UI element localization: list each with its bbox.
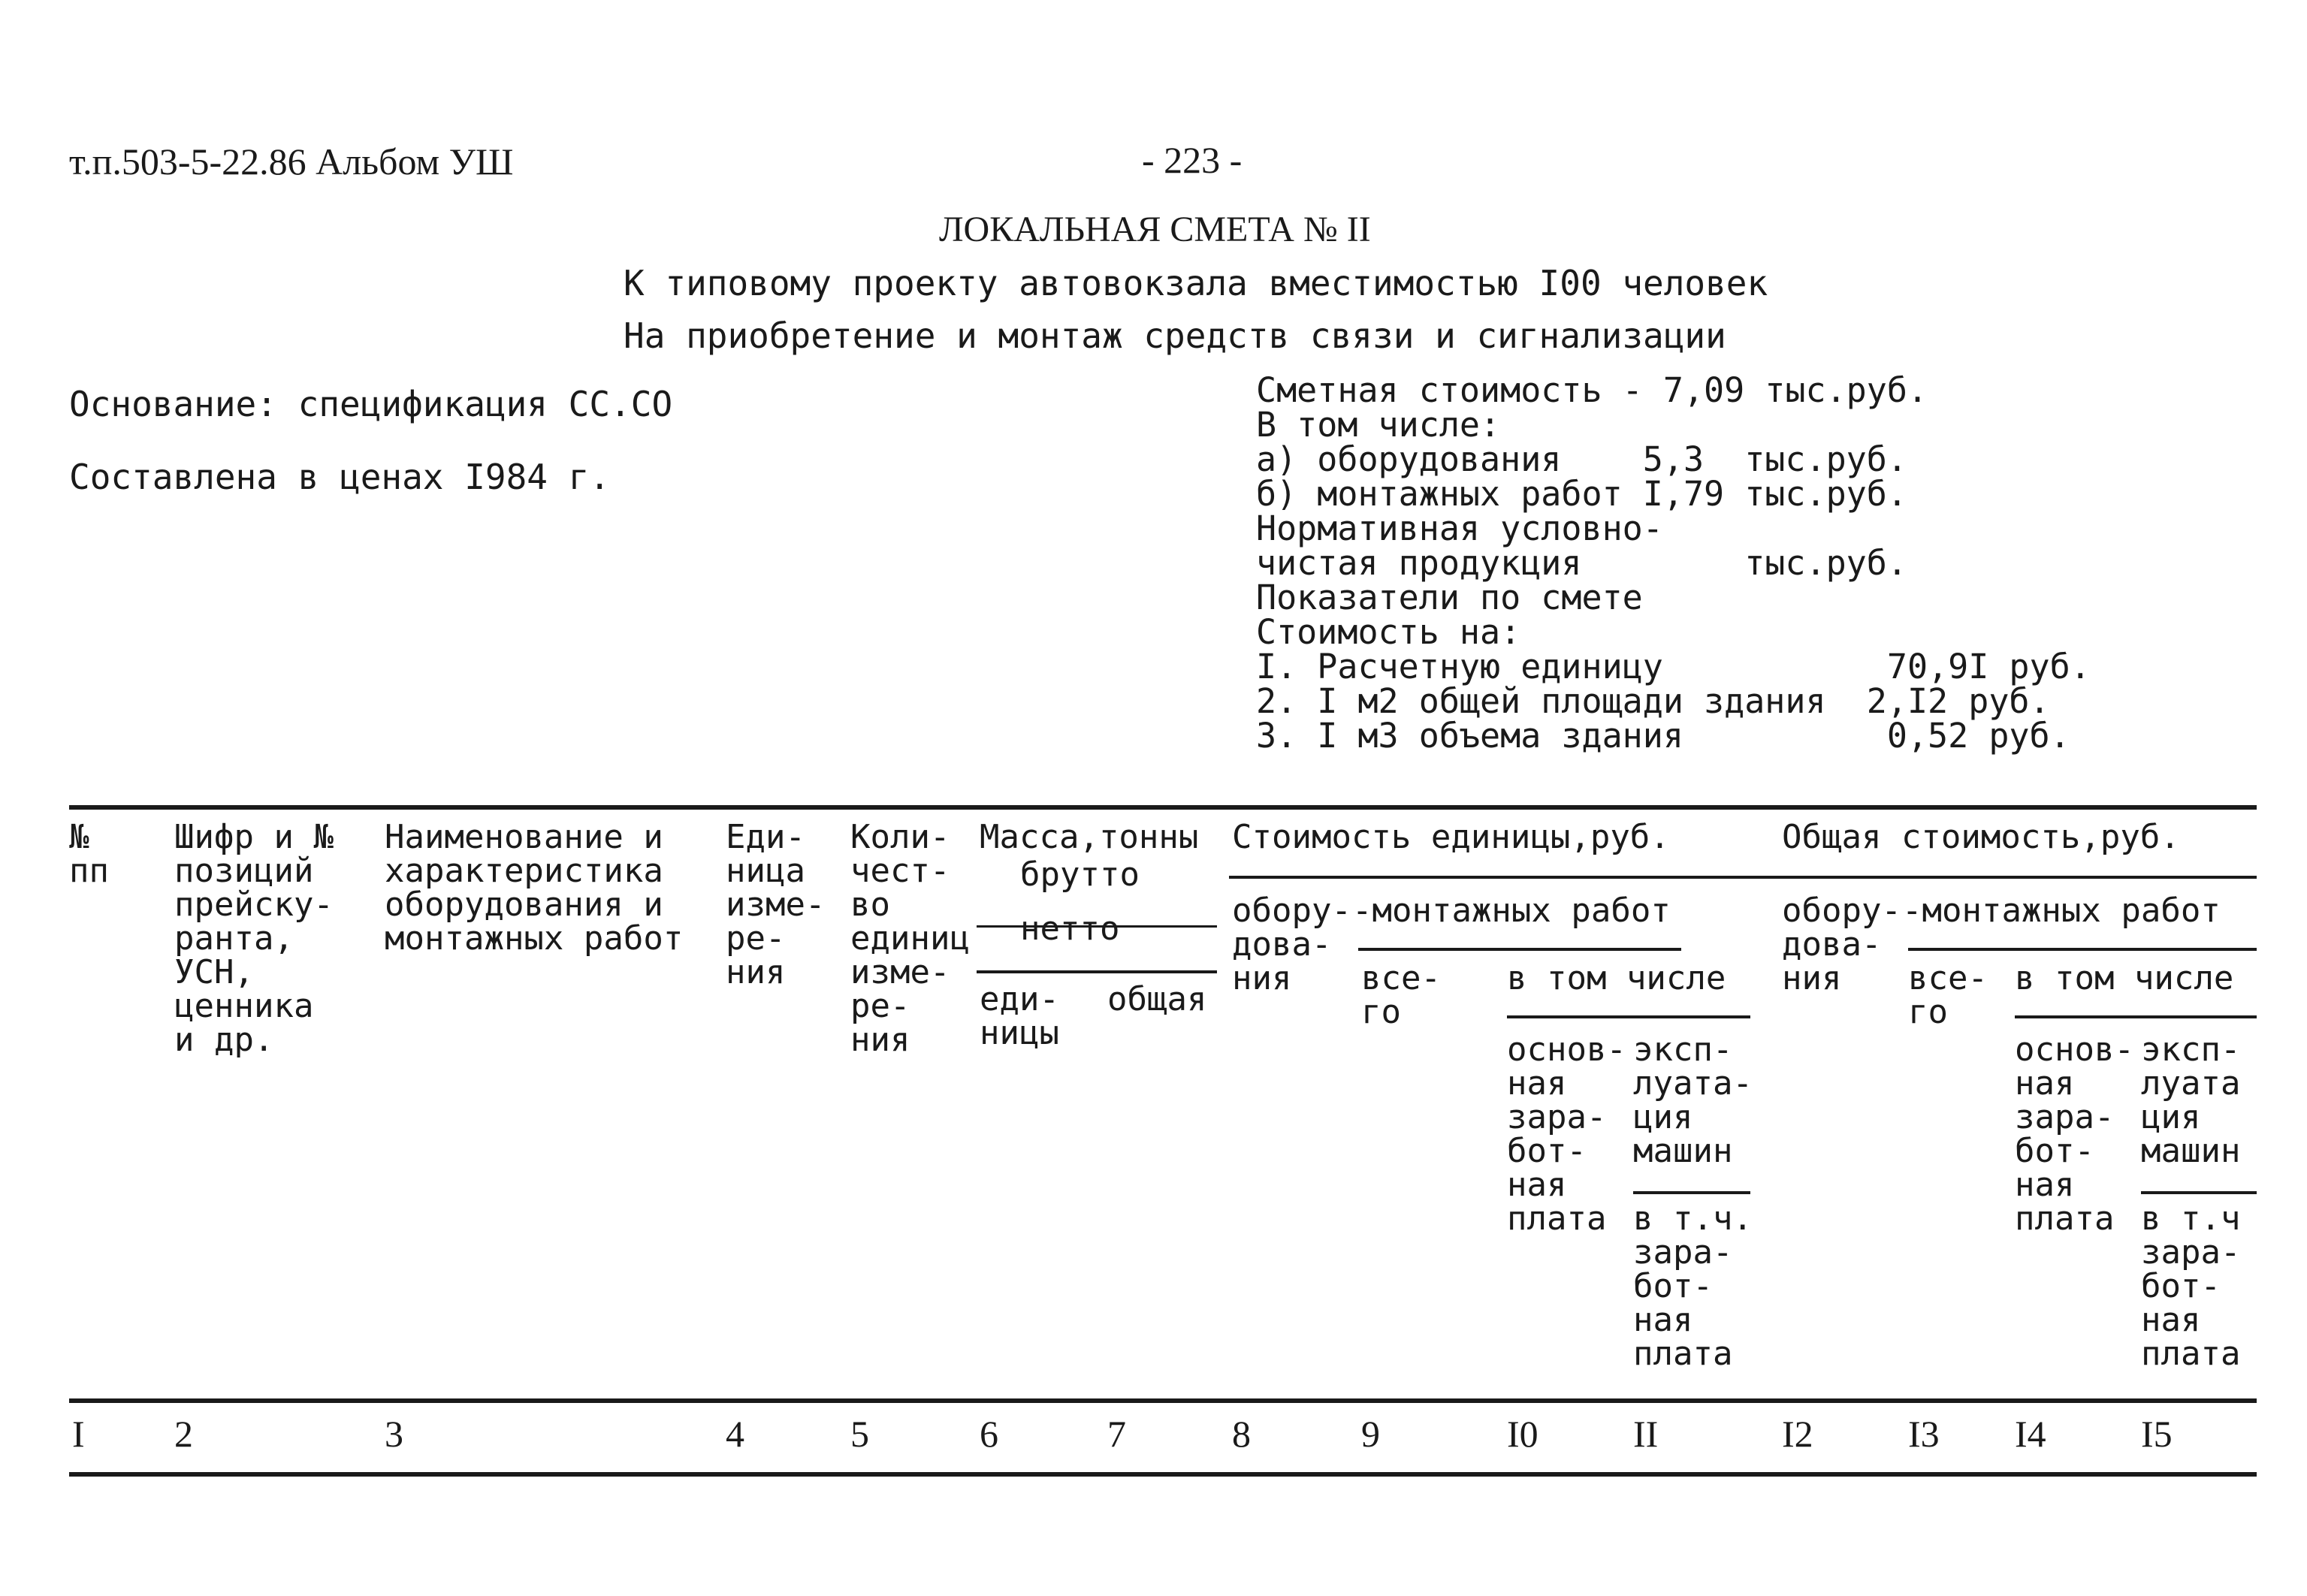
col-header-unit: Еди- ница изме- ре- ния (726, 818, 826, 991)
unit-cost-rule (1229, 876, 2257, 879)
summary-line: Сметная стоимость - 7,09 тыс.руб. (1256, 370, 1928, 410)
column-number: I2 (1782, 1413, 1813, 1455)
summary-line: В том числе: (1256, 405, 1501, 445)
col-header-mass-total: общая (1107, 980, 1207, 1018)
col-header-machines-pay: в т.ч. зара- бот- ная плата (1633, 1199, 1753, 1373)
col-header-machines: эксп- луата- ция машин (1633, 1030, 1753, 1170)
col-header-total: все- го (1361, 959, 1441, 1031)
incl-rule-2 (2015, 1015, 2257, 1018)
summary-line: чистая продукция тыс.руб. (1256, 543, 1907, 583)
col-header-unit-cost: Стоимость единицы,руб. (1232, 818, 1670, 856)
column-number: I4 (2015, 1413, 2046, 1455)
page-title: ЛОКАЛЬНАЯ СМЕТА № II (939, 210, 1371, 249)
column-number: 9 (1361, 1413, 1380, 1455)
column-number: 5 (850, 1413, 869, 1455)
summary-line: б) монтажных работ I,79 тыс.руб. (1256, 474, 1907, 514)
machines-rule-1 (1633, 1191, 1750, 1194)
incl-rule-1 (1507, 1015, 1750, 1018)
col-header-brutto: брутто (1020, 855, 1140, 894)
col-header-mass: Масса,тонны (980, 818, 1199, 856)
album-reference: т.п.503-5-22.86 Альбом УШ (69, 140, 514, 183)
col-header-base-pay: основ- ная зара- бот- ная плата (1507, 1030, 1626, 1238)
column-number: 8 (1232, 1413, 1251, 1455)
col-header-machines-pay-2: в т.ч зара- бот- ная плата (2141, 1199, 2241, 1373)
column-number: I (72, 1413, 85, 1455)
column-number: 2 (174, 1413, 193, 1455)
mass-rule (977, 970, 1217, 973)
header-bottom-rule (69, 1398, 2257, 1403)
col-header-mass-unit: еди- ницы (980, 980, 1059, 1052)
col-header-machines-2: эксп- луата ция машин (2141, 1030, 2241, 1170)
column-number: I3 (1908, 1413, 1940, 1455)
col-header-quantity: Коли- чест- во единиц изме- ре- ния (850, 818, 970, 1059)
column-number: 3 (385, 1413, 403, 1455)
basis-foundation: Основание: спецификация СС.СО (69, 384, 673, 424)
install-rule-2 (1908, 948, 2257, 951)
column-number: 6 (980, 1413, 998, 1455)
column-number: I0 (1507, 1413, 1539, 1455)
column-number: II (1633, 1413, 1659, 1455)
table-top-rule (69, 805, 2257, 810)
column-number: 4 (726, 1413, 744, 1455)
summary-line: I. Расчетную единицу 70,9I руб. (1256, 647, 2091, 686)
install-rule-1 (1358, 948, 1681, 951)
machines-rule-2 (2141, 1191, 2257, 1194)
col-header-equipment: обору- дова- ния (1232, 892, 1351, 997)
summary-line: а) оборудования 5,3 тыс.руб. (1256, 439, 1907, 479)
col-header-code: Шифр и № позиций прейску- ранта, УСН, ценника и др. (174, 818, 334, 1059)
cost-summary (1256, 370, 2091, 756)
col-header-installation: -монтажных работ (1352, 892, 1671, 930)
summary-line: 2. I м2 общей площади здания 2,I2 руб. (1256, 681, 2050, 721)
col-header-equipment-2: обору- дова- ния (1782, 892, 1901, 997)
col-header-including-2: в том числе (2015, 959, 2234, 997)
col-header-total-2: все- го (1908, 959, 1988, 1031)
summary-line: Нормативная условно- (1256, 508, 1663, 548)
col-header-base-pay-2: основ- ная зара- бот- ная плата (2015, 1030, 2134, 1238)
col-header-total-cost: Общая стоимость,руб. (1782, 818, 2180, 856)
col-header-name: Наименование и характеристика оборудования и монтажных работ (385, 818, 684, 958)
summary-line: 3. I м3 объема здания 0,52 руб. (1256, 716, 2070, 756)
subtitle-purpose: На приобретение и монтаж средств связи и сигнализации (624, 315, 1726, 356)
page-number: - 223 - (1142, 139, 1243, 181)
col-header-number: № пп (69, 818, 109, 890)
col-header-installation-2: -монтажных работ (1902, 892, 2221, 930)
summary-line: Показатели по смете (1256, 578, 1643, 617)
summary-line: Стоимость на: (1256, 612, 1521, 652)
col-header-netto: нетто (1020, 910, 1120, 948)
column-number: 7 (1107, 1413, 1126, 1455)
basis-prices: Составлена в ценах I984 г. (69, 457, 611, 497)
subtitle-project: К типовому проекту автовокзала вместимостью I00 человек (624, 263, 1768, 303)
column-number: I5 (2141, 1413, 2173, 1455)
table-bottom-rule (69, 1472, 2257, 1477)
col-header-including: в том числе (1507, 959, 1726, 997)
